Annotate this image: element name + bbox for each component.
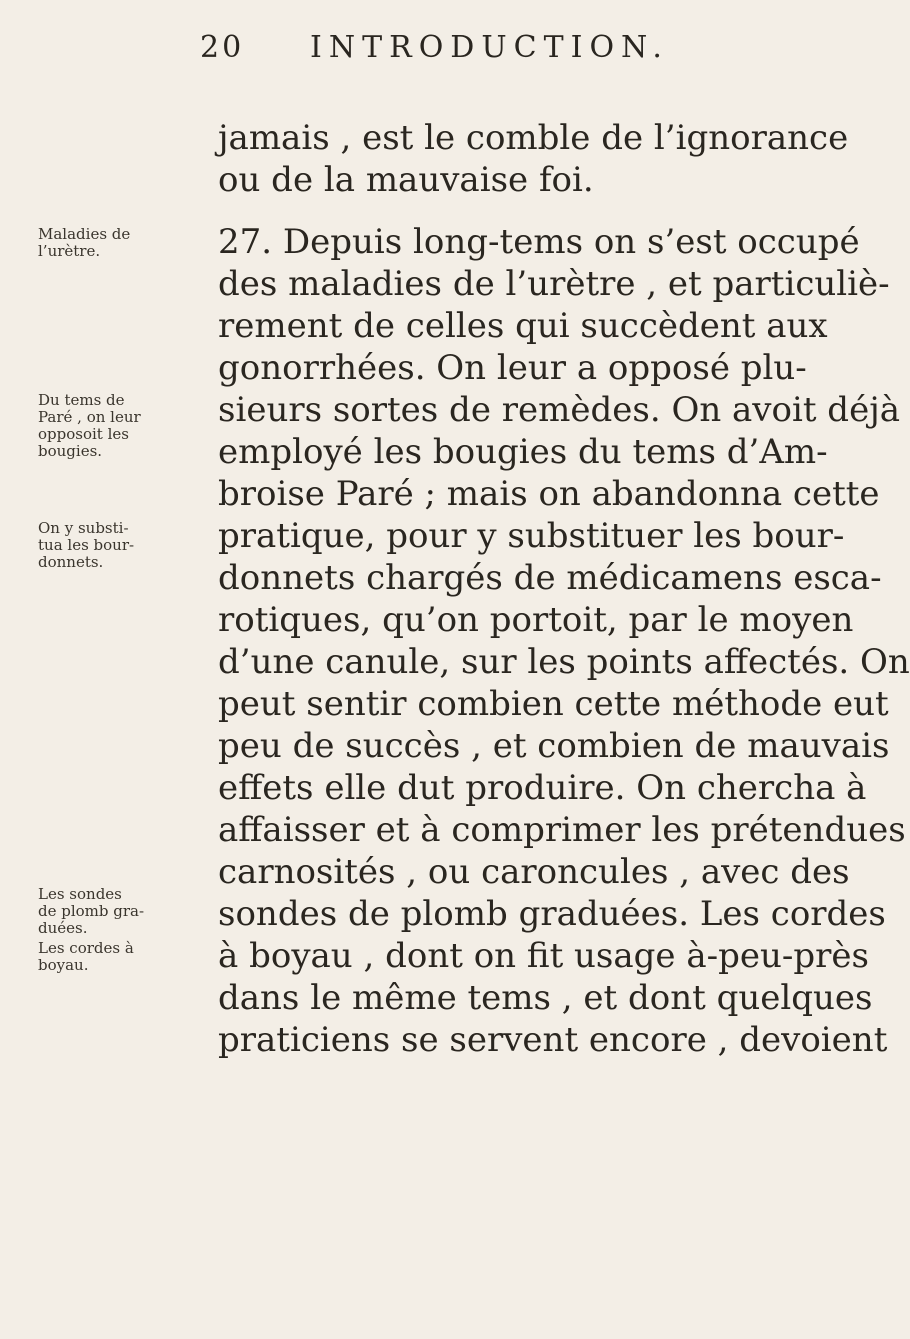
- text-line: gonorrhées. On leur a opposé plu-: [218, 348, 807, 388]
- text-line: rotiques, qu’on portoit, par le moyen: [218, 600, 854, 640]
- margin-note: [38, 520, 134, 571]
- margin-note-line: Du tems de: [38, 391, 125, 409]
- margin-note: [38, 940, 134, 974]
- text-line: dans le même tems , et dont quelques: [218, 978, 873, 1018]
- margin-note-line: Maladies de: [38, 225, 131, 243]
- margin-note-line: opposoit les: [38, 425, 129, 443]
- text-line: peut sentir combien cette méthode eut: [218, 684, 889, 724]
- text-line: sieurs sortes de remèdes. On avoit déjà: [218, 390, 901, 430]
- margin-note-line: duées.: [38, 919, 88, 937]
- margin-note-line: de plomb gra-: [38, 902, 145, 920]
- text-line: d’une canule, sur les points affectés. On: [218, 642, 910, 682]
- text-line: à boyau , dont on fit usage à-peu-près: [218, 936, 869, 976]
- page-header: [200, 30, 760, 74]
- text-line: praticiens se servent encore , devoient: [218, 1020, 888, 1060]
- margin-note: [38, 886, 144, 937]
- margin-note-line: Les cordes à: [38, 939, 134, 957]
- margin-note-line: l’urètre.: [38, 242, 101, 260]
- margin-note-line: boyau.: [38, 956, 89, 974]
- text-line: des maladies de l’urètre , et particuliè-: [218, 264, 890, 304]
- page-number: 20: [200, 30, 245, 65]
- margin-note-line: tua les bour-: [38, 536, 135, 554]
- text-line: 27. Depuis long-tems on s’est occupé: [218, 222, 860, 262]
- text-line: donnets chargés de médicamens esca-: [218, 558, 882, 598]
- text-line: peu de succès , et combien de mauvais: [218, 726, 890, 766]
- text-line: pratique, pour y substituer les bour-: [218, 516, 845, 556]
- text-line: affaisser et à comprimer les prétendues: [218, 810, 906, 850]
- margin-note: [38, 226, 130, 260]
- text-line: rement de celles qui succèdent aux: [218, 306, 828, 346]
- text-line: employé les bougies du tems d’Am-: [218, 432, 828, 472]
- margin-note-line: On y substi-: [38, 519, 129, 537]
- text-line: ou de la mauvaise foi.: [218, 160, 594, 200]
- margin-note-line: Paré , on leur: [38, 408, 141, 426]
- margin-note-line: bougies.: [38, 442, 103, 460]
- margin-note-line: Les sondes: [38, 885, 122, 903]
- text-line: jamais , est le comble de l’ignorance: [218, 118, 849, 158]
- text-line: sondes de plomb graduées. Les cordes: [218, 894, 886, 934]
- margin-note-line: donnets.: [38, 553, 104, 571]
- margin-note: [38, 392, 141, 460]
- text-line: effets elle dut produire. On chercha à: [218, 768, 867, 808]
- running-title: INTRODUCTION.: [310, 30, 669, 65]
- text-line: broise Paré ; mais on abandonna cette: [218, 474, 880, 514]
- text-line: carnosités , ou caroncules , avec des: [218, 852, 850, 892]
